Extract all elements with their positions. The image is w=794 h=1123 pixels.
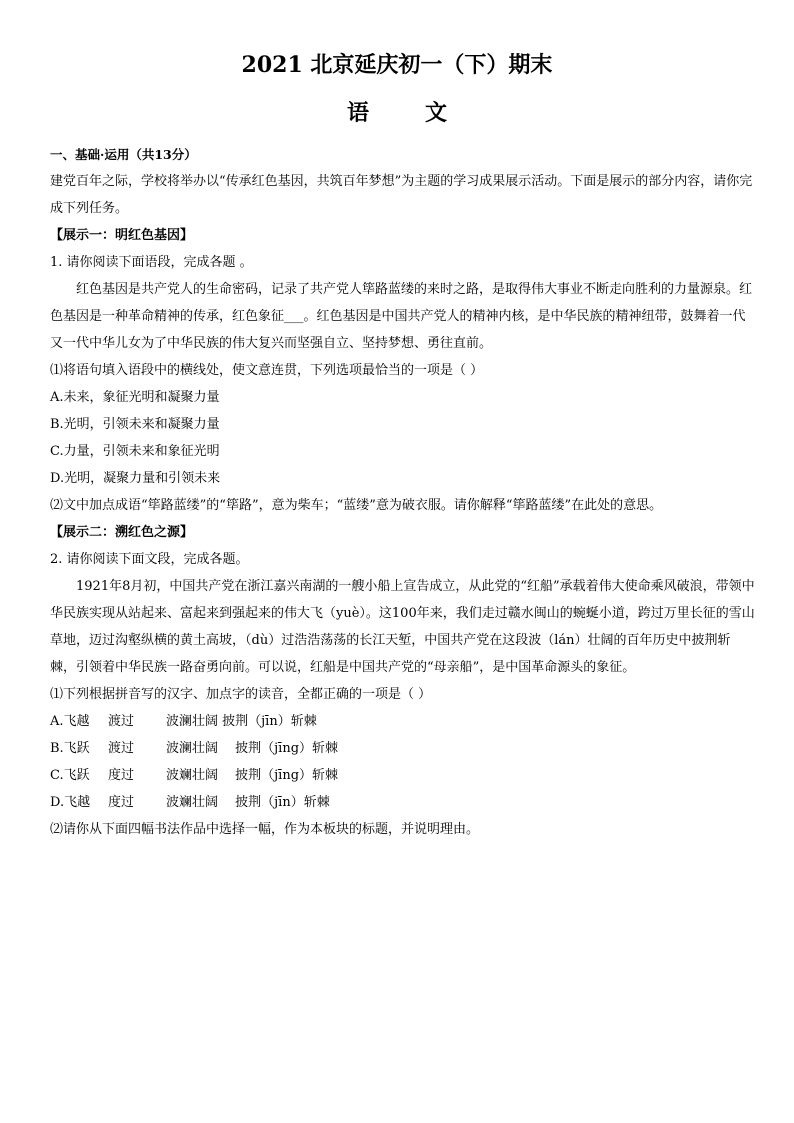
question-2-passage: 1921年8月初，中国共产党在浙江嘉兴南湖的一艘小船上宣告成立，从此党的“红船”承载着伟大使命乘风破浪，带领中华民族实现从站起来、富起来到强起来的伟大飞（yuè）。这100年来，我们走过赣水闽山的蜿蜒小道，跨过万里长征的雪山草地，迈过沟壑纵横的黄土高坡，（dù）过浩浩荡荡的长江天堑，中国共产党在这段波（lán）壮阔的百年历史中披荆斩棘，引领着中华民族一路奋勇向前。可以说，红船是中国共产党的“母亲船”，是中国革命源头的象征。	[50, 579, 755, 675]
question-2-option-d	[50, 789, 755, 816]
option-c-word-1: C.飞跃	[50, 768, 90, 783]
question-2-option-c	[50, 762, 755, 789]
question-1-option-a: A.未来，象征光明和凝聚力量	[50, 390, 220, 405]
question-1-option-c: C.力量，引领未来和象征光明	[50, 444, 220, 459]
option-d-word-1: D.飞越	[50, 795, 91, 810]
question-2-sub2: ⑵请你从下面四幅书法作品中选择一幅，作为本板块的标题，并说明理由。	[50, 822, 480, 837]
question-1-sub1: ⑴将语句填入语段中的横线处，使文意连贯，下列选项最恰当的一项是（ ）	[50, 363, 484, 378]
question-2-option-a	[50, 708, 755, 735]
option-d-word-3: 波斓壮阔 披荆（jīn）斩棘	[166, 795, 330, 810]
option-b-word-1: B.飞跃	[50, 741, 90, 756]
question-1-option-b: B.光明，引领未来和凝聚力量	[50, 417, 220, 432]
subject-char-1: 语	[346, 100, 369, 126]
question-2-option-b	[50, 735, 755, 762]
option-a-word-3: 波澜壮阔 披荆（jīn）斩棘	[166, 714, 317, 729]
subject-title	[0, 96, 794, 127]
exam-title: 2021 北京延庆初一（下）期末	[241, 52, 553, 78]
question-1-option-d: D.光明，凝聚力量和引领未来	[50, 471, 221, 486]
option-b-word-3: 波澜壮阔 披荆（jīng）斩棘	[166, 741, 339, 756]
exam-content	[50, 141, 755, 843]
question-1-sub2: ⑵文中加点成语“筚路蓝缕”的“筚路”，意为柴车；“蓝缕”意为破衣服。请你解释“筚路蓝缕”在此处的意思。	[50, 498, 663, 513]
display2-label: 【展示二：溯红色之源】	[50, 525, 194, 540]
option-a-word-1: A.飞越	[50, 714, 90, 729]
subject-char-2: 文	[425, 100, 448, 126]
option-c-word-2: 度过	[108, 768, 135, 783]
section-intro: 建党百年之际，学校将举办以“传承红色基因，共筑百年梦想”为主题的学习成果展示活动。下面是展示的部分内容，请你完成下列任务。	[50, 174, 753, 216]
section-heading: 一、基础·运用（共13分）	[50, 147, 197, 162]
question-1-stem: 1. 请你阅读下面语段，完成各题 。	[50, 255, 253, 270]
option-c-word-3: 波斓壮阔 披荆（jīng）斩棘	[166, 768, 339, 783]
option-b-word-2: 渡过	[108, 741, 135, 756]
question-1-passage: 红色基因是共产党人的生命密码，记录了共产党人筚路蓝缕的来时之路，是取得伟大事业不断走向胜利的力量源泉。红色基因是一种革命精神的传承，红色象征___。红色基因是中国共产党人的精神内核，是中华民族的精神纽带，鼓舞着一代又一代中华儿女为了中华民族的伟大复兴而坚强自立、坚持梦想、勇往直前。	[50, 282, 753, 351]
option-d-word-2: 度过	[108, 795, 135, 810]
display1-label: 【展示一：明红色基因】	[50, 228, 194, 243]
option-a-word-2: 渡过	[108, 714, 135, 729]
question-2-stem: 2. 请你阅读下面文段，完成各题。	[50, 552, 249, 567]
question-2-sub1: ⑴下列根据拼音写的汉字、加点字的读音，全都正确的一项是（ ）	[50, 687, 432, 702]
